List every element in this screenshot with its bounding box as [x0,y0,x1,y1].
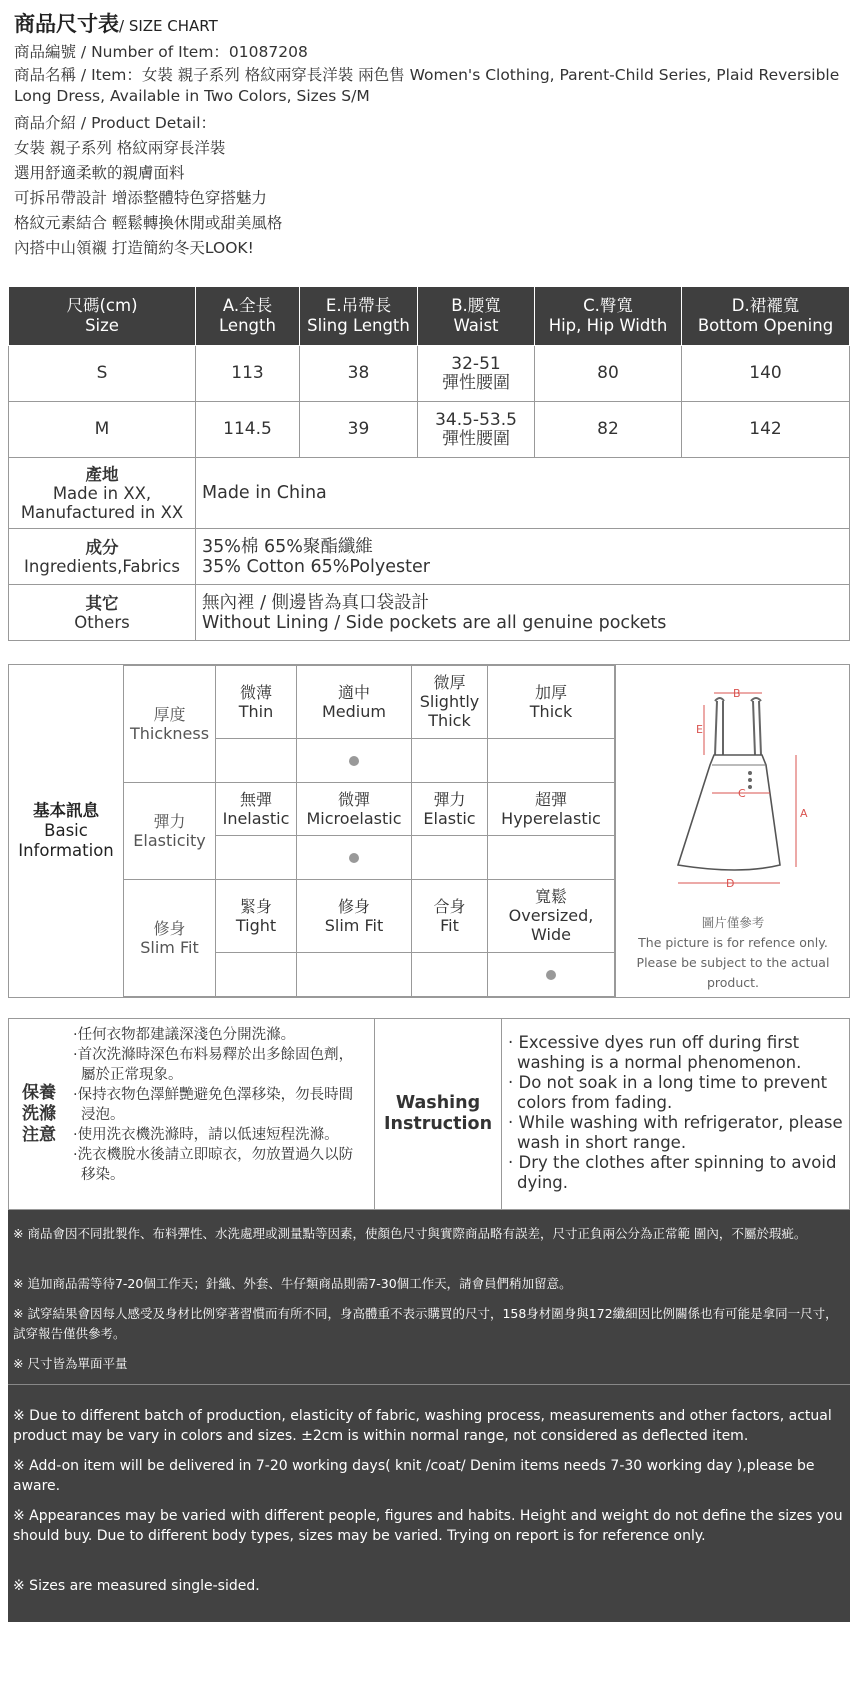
ingredients-label [9,529,196,585]
option-zh: 加厚 [534,682,567,702]
option-thick [488,666,615,739]
others-value-en: Without Lining / Side pockets are all genuine pockets [202,612,667,633]
option-en: Thick [529,701,573,721]
washing-label-3: 注意 [22,1124,56,1145]
indicator-cell [297,738,412,782]
option-inelastic [216,783,297,835]
cell-sling: 38 [300,346,418,402]
option-microelastic [297,783,412,835]
cell-length: 114.5 [196,402,300,458]
item-name: 商品名稱 / Item：女裝 親子系列 格紋兩穿長洋裝 兩色售 Women's Clothing, Parent-Child Series, Plaid Reversible Long Dress, Available in Two Colors, Sizes S/M [14,66,840,105]
ingredients-zh: 成分 [85,537,119,557]
basic-info-panel [8,664,850,998]
list-item: ·洗衣機脫水後請立即晾衣，勿放置過久以防移染。 [73,1147,354,1183]
header-hip [535,287,682,346]
elasticity-zh: 彈力 [153,811,186,831]
header-zh: D.裙襬寬 [731,296,800,315]
others-row [9,585,850,641]
ingredients-en: Ingredients,Fabrics [24,556,180,576]
note-zh: ※ 試穿結果會因每人感受及身材比例穿著習慣而有所不同，身高體重不表示購買的尺寸，158身材圍身與172纖細因比例關係也有可能是拿同一尺寸，試穿報告僅供參考。 [13,1306,838,1341]
waist-note: 彈性腰圍 [442,428,510,449]
basic-label-zh: 基本訊息 [32,801,99,820]
cell-hip: 80 [535,346,682,402]
washing-en-list [503,1033,848,1193]
washing-panel [8,1018,850,1210]
fit-en: Slim Fit [140,937,199,957]
others-value-zh: 無內裡 / 側邊皆為真口袋設計 [202,592,430,613]
header-zh: A.全長 [222,296,273,315]
ingredients-value-zh: 35%棉 65%聚酯纖維 [202,536,373,557]
detail-line: 格紋元素結合 輕鬆轉換休閒或甜美風格 [14,214,283,232]
indicator-cell [297,835,412,879]
header-zh: C.臀寬 [583,296,633,315]
washing-label-2: 洗滌 [22,1103,56,1124]
option-oversized [488,879,615,952]
label-d: D [726,877,735,890]
cell-sling: 39 [300,402,418,458]
detail-line: 可拆吊帶設計 增添整體特色穿搭魅力 [14,189,267,207]
selected-dot-icon [349,853,359,863]
caption-en3: product. [706,975,760,990]
waist-value: 32-51 [451,353,501,374]
note-en: ※ Appearances may be varied with different people, figures and habits. Height and weight do not define the sizes you should buy. Due to different body types, sizes may be varied. Trying on report is for reference only. [13,1508,843,1544]
option-en: Microelastic [306,808,402,828]
fit-options-row [124,879,615,952]
option-zh: 超彈 [534,789,567,809]
option-zh: 修身 [337,896,370,916]
washing-title-1: Washing [395,1093,481,1113]
cell-waist [418,346,535,402]
indicator-cell [297,952,412,996]
header-en: Hip, Hip Width [548,316,668,335]
garment-diagram [615,665,850,997]
label-b: B [733,687,741,700]
header-en: Size [85,316,119,335]
note-en: ※ Add-on item will be delivered in 7-20 working days( knit /coat/ Denim items needs 7-30 working day ),please be aware. [13,1458,815,1494]
option-en: Oversized, Wide [508,906,594,945]
washing-instruction-title [374,1019,502,1209]
option-zh: 微厚 [433,673,466,693]
option-thin [216,666,297,739]
header-size [9,287,196,346]
product-header [14,10,844,261]
ingredients-value-en: 35% Cotton 65%Polyester [202,556,430,577]
cell-size: M [9,402,196,458]
elasticity-options-row [124,783,615,835]
list-item: · While washing with refrigerator, please wash in short range. [508,1113,843,1152]
option-fit [412,879,488,952]
others-en: Others [74,612,130,632]
notes-divider [8,1384,850,1385]
others-label [9,585,196,641]
indicator-cell [216,952,297,996]
option-en: Medium [322,701,386,721]
header-length [196,287,300,346]
origin-row [9,458,850,529]
detail-line: 女裝 親子系列 格紋兩穿長洋裝 [14,139,226,157]
option-zh: 彈力 [433,789,466,809]
note-zh: ※ 追加商品需等待7-20個工作天；針織、外套、牛仔類商品則需7-30個工作天，請會員們稍加留意。 [13,1276,572,1291]
attribute-grid [123,665,615,997]
fit-zh: 修身 [153,918,186,938]
item-number: 商品編號 / Number of Item：01087208 [14,43,308,61]
option-slightly-thick [412,666,488,739]
elasticity-en: Elasticity [133,830,206,850]
detail-line: 選用舒適柔軟的親膚面料 [14,164,185,182]
table-row [9,402,850,458]
label-e: E [696,723,703,736]
others-zh: 其它 [85,593,119,613]
list-item: ·任何衣物都建議深淺色分開洗滌。 [73,1027,296,1043]
note-zh: ※ 尺寸皆為單面平量 [13,1356,128,1371]
origin-en1: Made in XX, [52,483,152,503]
thickness-en: Thickness [129,724,210,744]
option-en: Elastic [423,808,476,828]
label-c: C [738,787,746,800]
thickness-label [124,666,216,783]
option-zh: 無彈 [239,789,272,809]
list-item: ·首次洗滌時深色布料易釋於出多餘固色劑，屬於正常現象。 [73,1047,354,1083]
washing-label-1: 保養 [22,1082,56,1103]
basic-label-en1: Basic [44,821,88,840]
header-zh: E.吊帶長 [325,296,392,315]
option-zh: 微彈 [337,789,370,809]
washing-label [9,1019,69,1209]
note-zh: ※ 商品會因不同批製作、布料彈性、水洗處理或測量點等因素，使顏色尺寸與實際商品略有誤差，尺寸正負兩公分為正常範 圍內，不屬於瑕疵。 [13,1226,807,1241]
washing-zh-list [67,1025,367,1185]
option-medium [297,666,412,739]
dress-measurement-icon [616,665,850,910]
origin-en2: Manufactured in XX [20,502,184,522]
indicator-cell [488,952,615,996]
detail-label: 商品介紹 / Product Detail： [14,114,217,132]
size-table-header [9,287,850,346]
waist-value: 34.5-53.5 [435,409,517,430]
title-zh: 商品尺寸表 [14,12,119,36]
indicator-cell [488,738,615,782]
header-waist [418,287,535,346]
elasticity-label [124,783,216,880]
header-en: Sling Length [307,316,410,335]
indicator-cell [412,738,488,782]
header-en: Bottom Opening [697,316,834,335]
note-en: ※ Due to different batch of production, elasticity of fabric, washing process, measurements and other factors, actual product may be vary in colors and sizes. ±2cm is within normal range, not considered as deflected item. [13,1408,832,1444]
option-en: Slightly Thick [419,692,480,731]
option-zh: 合身 [433,896,466,916]
selected-dot-icon [546,970,556,980]
label-a: A [800,807,808,820]
option-en: Thin [238,701,274,721]
page-title [14,10,844,40]
list-item: · Excessive dyes run off during first washing is a normal phenomenon. [508,1033,802,1072]
thickness-options-row [124,666,615,739]
option-elastic [412,783,488,835]
indicator-cell [488,835,615,879]
cell-waist [418,402,535,458]
detail-line: 內搭中山領襯 打造簡約冬天LOOK! [14,239,254,257]
selected-dot-icon [349,756,359,766]
list-item: · Do not soak in a long time to prevent colors from fading. [508,1073,828,1112]
list-item: ·保持衣物色澤鮮艷避免色澤移染，勿長時間浸泡。 [73,1087,354,1123]
ingredients-row [9,529,850,585]
cell-length: 113 [196,346,300,402]
cell-bottom: 142 [682,402,850,458]
caption-zh: 圖片僅參考 [701,915,765,930]
origin-value: Made in China [196,458,850,529]
basic-label-en2: Information [18,841,114,860]
indicator-cell [412,952,488,996]
option-zh: 適中 [337,682,370,702]
option-zh: 微薄 [239,682,272,702]
note-en: ※ Sizes are measured single-sided. [13,1578,260,1594]
ingredients-value [196,529,850,585]
header-en: Length [219,316,276,335]
list-item: · Dry the clothes after spinning to avoid dying. [508,1153,837,1192]
option-en: Inelastic [222,808,290,828]
fit-label [124,879,216,996]
caption-en1: The picture is for refence only. [638,935,828,950]
header-bottom [682,287,850,346]
indicator-cell [216,835,297,879]
cell-hip: 82 [535,402,682,458]
size-table [8,286,850,641]
caption-en2: Please be subject to the actual [636,955,830,970]
list-item: ·使用洗衣機洗滌時，請以低速短程洗滌。 [73,1127,339,1143]
option-en: Fit [440,915,459,935]
header-zh: 尺碼(cm) [66,296,138,315]
indicator-cell [216,738,297,782]
option-slim-fit [297,879,412,952]
header-sling [300,287,418,346]
origin-label [9,458,196,529]
title-en: / SIZE CHART [119,17,218,35]
cell-bottom: 140 [682,346,850,402]
washing-title-2: Instruction [383,1114,493,1134]
header-zh: B.腰寬 [451,296,501,315]
option-en: Slim Fit [324,915,384,935]
option-hyperelastic [488,783,615,835]
cell-size: S [9,346,196,402]
waist-note: 彈性腰圍 [442,372,510,393]
table-row [9,346,850,402]
option-zh: 緊身 [239,896,272,916]
option-en: Tight [235,915,277,935]
origin-zh: 產地 [85,464,119,484]
thickness-zh: 厚度 [153,705,186,725]
diagram-caption [616,913,850,993]
basic-info-label [9,665,123,997]
header-en: Waist [453,316,499,335]
indicator-cell [412,835,488,879]
notes-panel [8,1210,850,1622]
option-zh: 寬鬆 [534,887,567,907]
others-value [196,585,850,641]
option-en: Hyperelastic [501,808,601,828]
option-tight [216,879,297,952]
